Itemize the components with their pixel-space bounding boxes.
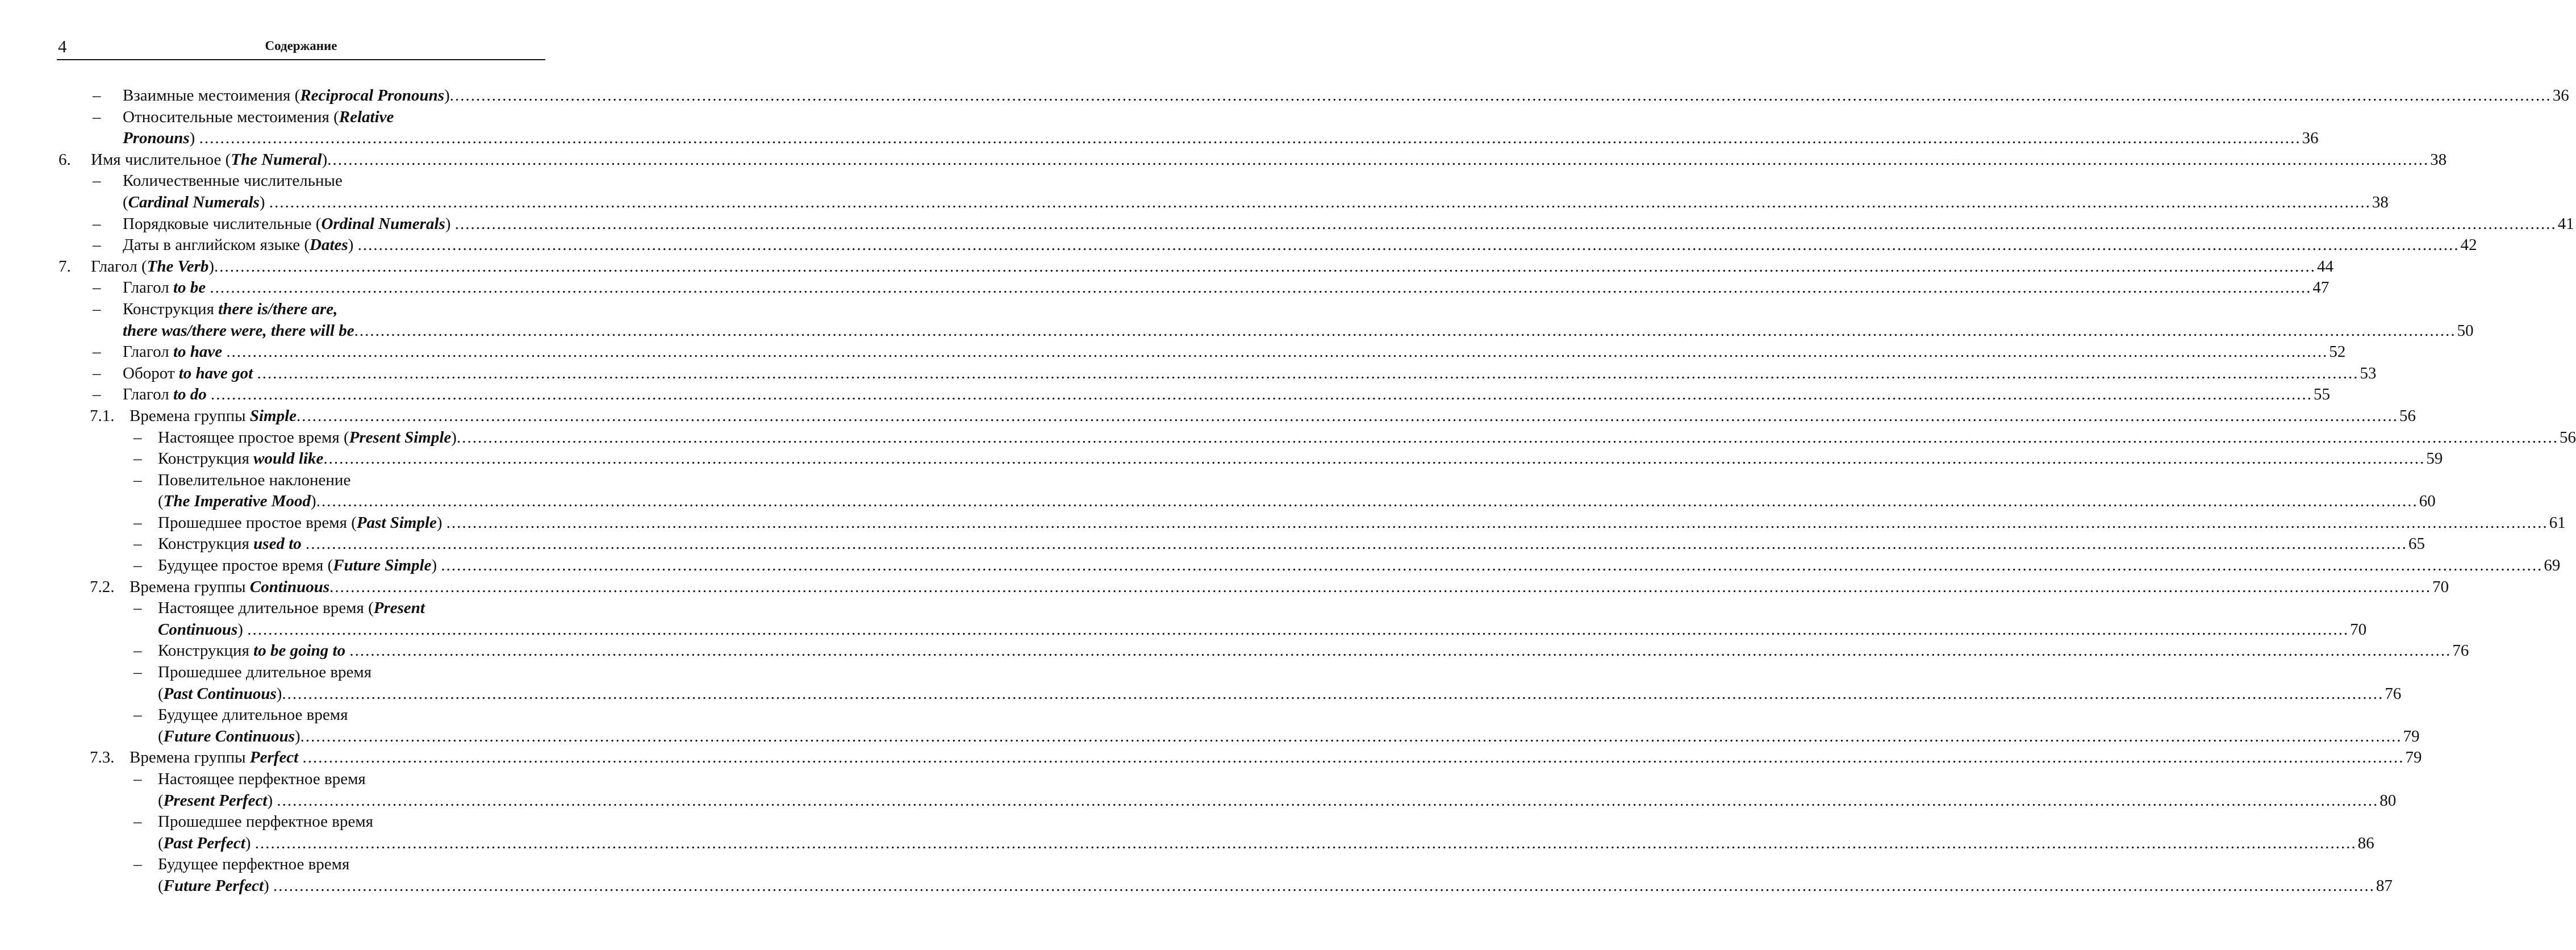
- toc-english-term: Ordinal Numerals: [321, 214, 445, 233]
- table-of-contents: [0, 85, 2576, 897]
- toc-page-number: 70: [2432, 577, 2449, 596]
- toc-entry-title: Даты в английском языке (Dates): [123, 236, 358, 255]
- toc-entry-line: [0, 491, 2436, 512]
- toc-entry-title: Pronouns): [123, 129, 199, 148]
- toc-bullet-dash: –: [93, 278, 101, 297]
- toc-entry-content: [158, 662, 540, 684]
- toc-entry-title: Времена группы Continuous: [130, 577, 330, 596]
- toc-bullet-dash: –: [133, 770, 142, 788]
- toc-english-term: there is/there are,: [218, 299, 338, 318]
- toc-english-term: to do: [173, 385, 207, 404]
- toc-english-term: Pronouns: [123, 129, 190, 148]
- toc-entry-content: [123, 170, 540, 192]
- toc-entry-title: Имя числительное (The Numeral): [91, 150, 328, 169]
- page-number: 4: [58, 36, 67, 56]
- toc-entry-title: Оборот to have got: [123, 364, 253, 382]
- toc-bullet-dash: –: [93, 86, 101, 105]
- toc-entry-title: (Past Perfect): [158, 834, 255, 852]
- toc-page-number: 36: [2302, 129, 2319, 148]
- toc-page-number: 59: [2426, 449, 2443, 468]
- toc-page-number: 42: [2460, 236, 2477, 255]
- toc-entry-line: [0, 512, 2566, 534]
- toc-entry-content: [91, 149, 2447, 171]
- toc-entry-content: [158, 684, 2402, 705]
- toc-entry-line: [0, 662, 568, 684]
- toc-section-number: 7.1.: [90, 406, 115, 425]
- toc-entry-title: Глагол to have: [123, 343, 223, 361]
- toc-english-term: Perfect: [249, 748, 299, 767]
- toc-bullet-dash: –: [133, 599, 142, 618]
- toc-entry-title: Конструкция there is/there are,: [123, 299, 338, 318]
- toc-entry-title: Количественные числительные: [123, 172, 343, 190]
- toc-entry-line: [0, 256, 2334, 278]
- dot-leader: ................................................................................................................................................................................................................................................................................................................................................................................................................: [214, 257, 2316, 276]
- toc-english-term: Continuous: [249, 577, 330, 596]
- toc-entry-title: (Past Continuous): [158, 684, 282, 703]
- toc-entry-content: [158, 705, 540, 726]
- toc-entry-title: Будущее простое время (Future Simple): [158, 556, 441, 575]
- toc-bullet-dash: –: [133, 641, 142, 660]
- toc-page-number: 76: [2452, 641, 2469, 660]
- toc-entry-line: [0, 406, 2416, 427]
- toc-english-term: Future Simple: [333, 556, 432, 575]
- toc-english-term: Future Continuous: [163, 727, 295, 745]
- dot-leader: ................................................................................................................................................................................................................................................................................................................................................................................................................: [449, 86, 2552, 105]
- toc-english-term: Present Simple: [349, 428, 452, 447]
- toc-entry-content: [123, 192, 2389, 214]
- toc-english-term: would like: [253, 449, 324, 468]
- toc-entry-title: Настоящее перфектное время: [158, 770, 366, 788]
- toc-entry-content: [123, 277, 2329, 299]
- toc-entry-content: [158, 833, 2374, 855]
- toc-page-number: 56: [2559, 428, 2576, 447]
- dot-leader: ................................................................................................................................................................................................................................................................................................................................................................................................................: [282, 684, 2384, 703]
- toc-english-term: to be going to: [253, 641, 346, 660]
- toc-section-number: 6.: [59, 150, 71, 169]
- running-title: Содержание: [265, 39, 337, 53]
- toc-entry-line: [0, 876, 2393, 897]
- toc-english-term: Past Perfect: [163, 834, 245, 852]
- toc-bullet-dash: –: [93, 385, 101, 404]
- toc-entry-title: Взаимные местоимения (Reciprocal Pronouns): [123, 86, 450, 105]
- toc-entry-content: [158, 811, 540, 833]
- toc-entry-line: [0, 790, 2397, 812]
- toc-entry-content: [123, 320, 2474, 342]
- toc-bullet-dash: –: [93, 343, 101, 361]
- toc-entry-line: [0, 320, 2474, 342]
- toc-page-number: 86: [2357, 834, 2374, 852]
- toc-entry-line: [0, 170, 568, 192]
- toc-entry-line: [0, 341, 2346, 363]
- toc-entry-line: [0, 470, 568, 491]
- dot-leader: ................................................................................................................................................................................................................................................................................................................................................................................................................: [211, 385, 2313, 404]
- toc-entry-title: [123, 320, 354, 342]
- toc-bullet-dash: –: [93, 299, 101, 318]
- toc-entry-title: Будущее перфектное время: [158, 855, 350, 874]
- toc-bullet-dash: –: [133, 556, 142, 575]
- dot-leader: ................................................................................................................................................................................................................................................................................................................................................................................................................: [349, 641, 2452, 660]
- toc-entry-line: [0, 811, 568, 833]
- toc-english-term: Simple: [249, 406, 297, 425]
- dot-leader: ................................................................................................................................................................................................................................................................................................................................................................................................................: [254, 834, 2357, 852]
- toc-entry-title: Порядковые числительные (Ordinal Numerals): [123, 214, 455, 233]
- toc-english-term: The Numeral: [231, 150, 322, 169]
- toc-english-term: Dates: [310, 236, 348, 255]
- toc-entry-content: [123, 235, 2477, 256]
- toc-entry-line: [0, 214, 2574, 235]
- toc-entry-content: [123, 128, 2319, 149]
- dot-leader: ................................................................................................................................................................................................................................................................................................................................................................................................................: [297, 406, 2399, 425]
- toc-entry-line: [0, 427, 2576, 449]
- toc-entry-title: Будущее длительное время: [158, 706, 348, 724]
- toc-bullet-dash: –: [133, 449, 142, 468]
- toc-entry-title: Конструкция to be going to: [158, 641, 346, 660]
- toc-entry-line: [0, 128, 2319, 149]
- toc-page-number: 70: [2350, 620, 2367, 639]
- toc-bullet-dash: –: [133, 535, 142, 553]
- dot-leader: ................................................................................................................................................................................................................................................................................................................................................................................................................: [323, 449, 2425, 468]
- toc-bullet-dash: –: [93, 172, 101, 190]
- toc-entry-title: Прошедшее простое время (Past Simple): [158, 513, 446, 532]
- toc-entry-content: [91, 256, 2334, 278]
- toc-entry-content: [158, 876, 2393, 897]
- toc-entry-line: [0, 235, 2477, 256]
- toc-entry-content: [158, 470, 540, 491]
- toc-page-number: 50: [2457, 321, 2474, 340]
- dot-leader: ................................................................................................................................................................................................................................................................................................................................................................................................................: [441, 556, 2543, 575]
- toc-entry-content: [123, 363, 2377, 385]
- dot-leader: ................................................................................................................................................................................................................................................................................................................................................................................................................: [300, 727, 2402, 745]
- toc-page-number: 76: [2385, 684, 2402, 703]
- dot-leader: ................................................................................................................................................................................................................................................................................................................................................................................................................: [247, 620, 2349, 639]
- toc-entry-content: [130, 747, 2422, 769]
- toc-entry-line: [0, 555, 2561, 577]
- toc-entry-content: [158, 726, 2420, 748]
- toc-page-number: 47: [2312, 278, 2329, 297]
- toc-english-term: Future Perfect: [163, 876, 264, 895]
- dot-leader: ................................................................................................................................................................................................................................................................................................................................................................................................................: [199, 129, 2301, 148]
- dot-leader: ................................................................................................................................................................................................................................................................................................................................................................................................................: [226, 343, 2328, 361]
- toc-section-number: 7.3.: [90, 748, 115, 767]
- toc-entry-line: [0, 769, 568, 790]
- dot-leader: ................................................................................................................................................................................................................................................................................................................................................................................................................: [302, 748, 2404, 767]
- toc-entry-content: [123, 299, 540, 320]
- toc-entry-line: [0, 684, 2402, 705]
- toc-page-number: 56: [2399, 406, 2416, 425]
- dot-leader: ................................................................................................................................................................................................................................................................................................................................................................................................................: [257, 364, 2359, 382]
- toc-entry-line: [0, 384, 2331, 406]
- toc-entry-content: [123, 107, 540, 128]
- toc-entry-title: Относительные местоимения (Relative: [123, 107, 394, 126]
- toc-entry-content: [123, 85, 2569, 107]
- toc-entry-content: [158, 534, 2425, 555]
- toc-english-term: to have got: [178, 364, 253, 382]
- toc-bullet-dash: –: [93, 364, 101, 382]
- toc-entry-title: (Future Perfect): [158, 876, 273, 895]
- toc-page-number: 69: [2544, 556, 2561, 575]
- toc-entry-title: Прошедшее длительное время: [158, 663, 372, 682]
- toc-english-term: there was/there were, there will be: [123, 321, 354, 340]
- toc-entry-title: Повелительное наклонение: [158, 470, 351, 489]
- toc-entry-title: (The Imperative Mood): [158, 492, 316, 511]
- toc-entry-content: [130, 577, 2449, 598]
- toc-entry-content: [158, 619, 2367, 641]
- toc-entry-title: (Future Continuous): [158, 727, 300, 745]
- toc-english-term: Past Simple: [356, 513, 437, 532]
- dot-leader: ................................................................................................................................................................................................................................................................................................................................................................................................................: [306, 535, 2407, 553]
- toc-english-term: The Imperative Mood: [163, 492, 311, 511]
- toc-entry-content: [158, 512, 2566, 534]
- toc-entry-line: [0, 854, 568, 876]
- toc-page-number: 52: [2329, 343, 2346, 361]
- toc-english-term: The Verb: [147, 257, 209, 276]
- toc-english-term: Present Perfect: [163, 791, 268, 810]
- dot-leader: ................................................................................................................................................................................................................................................................................................................................................................................................................: [357, 236, 2460, 255]
- toc-entry-line: [0, 107, 568, 128]
- toc-entry-line: [0, 640, 2469, 662]
- toc-entry-title: Глагол to do: [123, 385, 207, 404]
- toc-english-term: Continuous: [158, 620, 238, 639]
- toc-entry-title: Настоящее длительное время (Present: [158, 599, 425, 618]
- toc-bullet-dash: –: [93, 236, 101, 255]
- dot-leader: ................................................................................................................................................................................................................................................................................................................................................................................................................: [316, 492, 2418, 511]
- dot-leader: ................................................................................................................................................................................................................................................................................................................................................................................................................: [454, 214, 2557, 233]
- running-header: [57, 34, 545, 60]
- toc-english-term: Past Continuous: [163, 684, 277, 703]
- toc-entry-content: [158, 448, 2443, 470]
- toc-page-number: 80: [2379, 791, 2397, 810]
- toc-page-number: 36: [2552, 86, 2569, 105]
- toc-page-number: 41: [2557, 214, 2574, 233]
- toc-page-number: 65: [2408, 535, 2425, 553]
- toc-english-term: used to: [253, 535, 302, 553]
- toc-entry-title: Конструкция used to: [158, 535, 302, 553]
- toc-entry-title: Конструкция would like: [158, 449, 324, 468]
- toc-entry-title: Прошедшее перфектное время: [158, 813, 374, 831]
- toc-entry-content: [158, 854, 540, 876]
- toc-entry-line: [0, 598, 568, 619]
- toc-entry-content: [158, 640, 2469, 662]
- toc-entry-line: [0, 448, 2443, 470]
- dot-leader: ................................................................................................................................................................................................................................................................................................................................................................................................................: [329, 577, 2432, 596]
- toc-entry-line: [0, 833, 2374, 855]
- toc-entry-content: [130, 406, 2416, 427]
- dot-leader: ................................................................................................................................................................................................................................................................................................................................................................................................................: [269, 193, 2371, 211]
- toc-entry-line: [0, 192, 2389, 214]
- toc-page-number: 44: [2317, 257, 2334, 276]
- toc-bullet-dash: –: [133, 513, 142, 532]
- toc-entry-line: [0, 149, 2447, 171]
- dot-leader: ................................................................................................................................................................................................................................................................................................................................................................................................................: [354, 321, 2456, 340]
- toc-entry-line: [0, 534, 2425, 555]
- toc-english-term: to have: [173, 343, 223, 361]
- toc-entry-content: [158, 769, 540, 790]
- toc-bullet-dash: –: [133, 663, 142, 682]
- toc-page-number: 61: [2549, 513, 2566, 532]
- toc-entry-title: Continuous): [158, 620, 248, 639]
- toc-section-number: 7.: [59, 257, 71, 276]
- toc-entry-title: Глагол (The Verb): [91, 257, 215, 276]
- toc-entry-content: [158, 790, 2397, 812]
- toc-entry-line: [0, 577, 2449, 598]
- dot-leader: ................................................................................................................................................................................................................................................................................................................................................................................................................: [446, 513, 2548, 532]
- toc-entry-content: [123, 214, 2574, 235]
- toc-entry-title: Времена группы Perfect: [130, 748, 299, 767]
- toc-entry-content: [123, 341, 2346, 363]
- dot-leader: ................................................................................................................................................................................................................................................................................................................................................................................................................: [456, 428, 2558, 447]
- toc-page-number: 38: [2372, 193, 2389, 211]
- toc-entry-content: [158, 491, 2436, 512]
- toc-entry-title: Настоящее простое время (Present Simple): [158, 428, 457, 447]
- toc-entry-title: Глагол to be: [123, 278, 206, 297]
- toc-english-term: Relative: [339, 107, 394, 126]
- toc-entry-line: [0, 299, 568, 320]
- toc-entry-line: [0, 363, 2377, 385]
- toc-english-term: Reciprocal Pronouns: [300, 86, 445, 105]
- toc-entry-line: [0, 747, 2422, 769]
- toc-entry-content: [158, 427, 2576, 449]
- toc-english-term: Present: [373, 599, 425, 618]
- toc-bullet-dash: –: [133, 813, 142, 831]
- dot-leader: ................................................................................................................................................................................................................................................................................................................................................................................................................: [277, 791, 2379, 810]
- toc-english-term: to be: [173, 278, 206, 297]
- toc-bullet-dash: –: [133, 706, 142, 724]
- toc-english-term: Cardinal Numerals: [128, 193, 260, 211]
- dot-leader: ................................................................................................................................................................................................................................................................................................................................................................................................................: [327, 150, 2429, 169]
- toc-bullet-dash: –: [133, 855, 142, 874]
- toc-page-number: 87: [2376, 876, 2393, 895]
- toc-bullet-dash: –: [93, 214, 101, 233]
- dot-leader: ................................................................................................................................................................................................................................................................................................................................................................................................................: [273, 876, 2375, 895]
- toc-entry-content: [158, 555, 2561, 577]
- toc-page-number: 38: [2430, 150, 2447, 169]
- toc-entry-content: [123, 384, 2331, 406]
- toc-entry-line: [0, 726, 2420, 748]
- toc-page-number: 55: [2314, 385, 2331, 404]
- toc-page-number: 53: [2360, 364, 2377, 382]
- toc-bullet-dash: –: [133, 470, 142, 489]
- toc-entry-title: (Cardinal Numerals): [123, 193, 269, 211]
- toc-page-number: 79: [2403, 727, 2420, 745]
- toc-bullet-dash: –: [133, 428, 142, 447]
- toc-entry-line: [0, 277, 2329, 299]
- toc-entry-title: (Present Perfect): [158, 791, 277, 810]
- toc-entry-content: [158, 598, 540, 619]
- toc-entry-line: [0, 619, 2367, 641]
- toc-page-number: 79: [2405, 748, 2422, 767]
- toc-entry-line: [0, 85, 2569, 107]
- toc-page-number: 60: [2419, 492, 2436, 511]
- toc-section-number: 7.2.: [90, 577, 115, 596]
- toc-bullet-dash: –: [93, 107, 101, 126]
- toc-entry-title: Времена группы Simple: [130, 406, 297, 425]
- dot-leader: ................................................................................................................................................................................................................................................................................................................................................................................................................: [210, 278, 2312, 297]
- toc-entry-line: [0, 705, 568, 726]
